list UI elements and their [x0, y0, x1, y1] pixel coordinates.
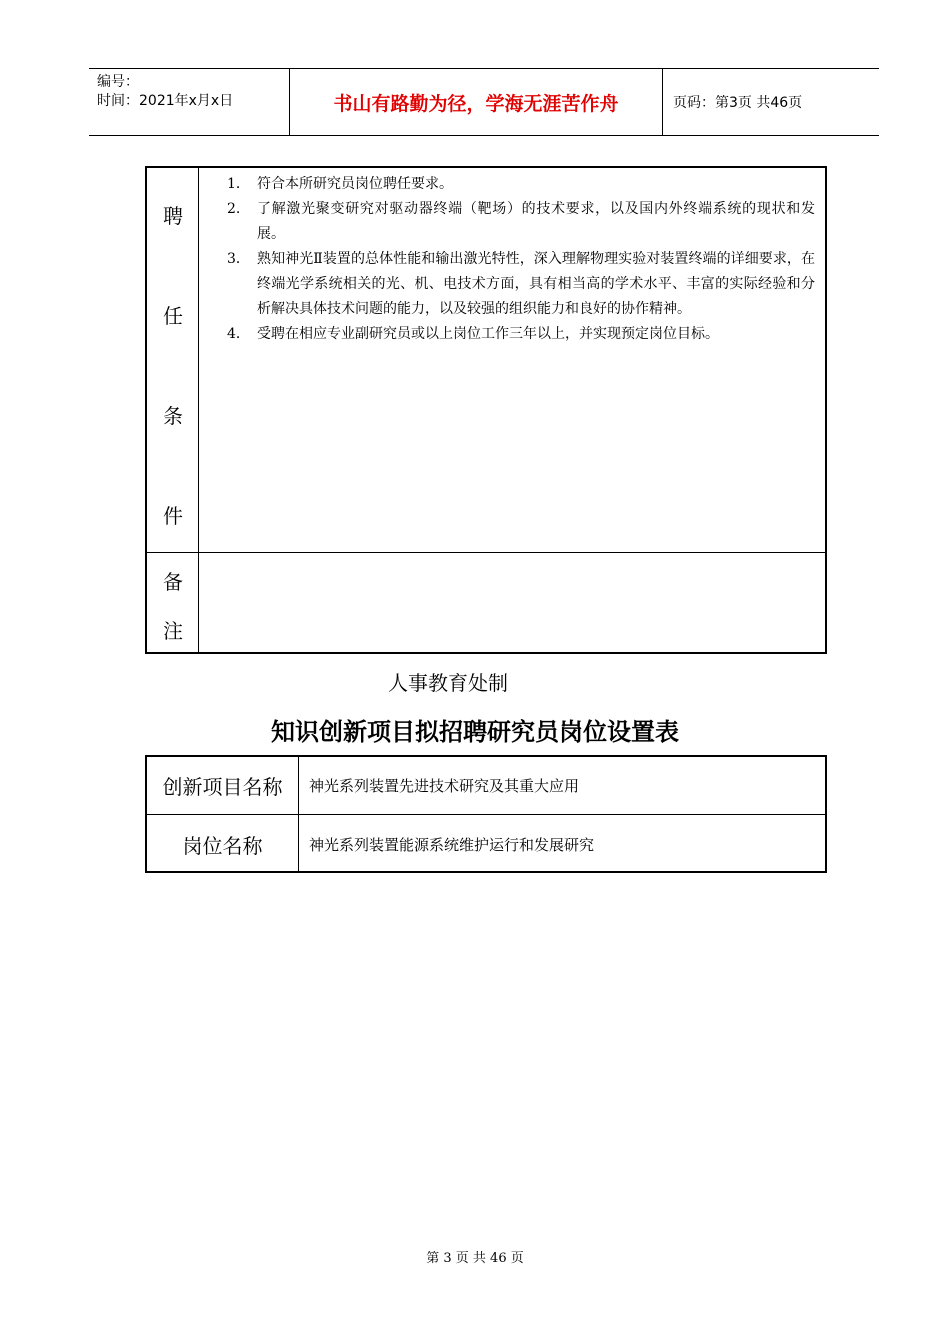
requirement-text: 熟知神光Ⅱ装置的总体性能和输出激光特性，深入理解物理实验对装置终端的详细要求，在终端光学系统相关的光、机、电技术方面，具有相当高的学术水平、丰富的实际经验和分析解决具体技术问题的能力，以及较强的组织能力和良好的协作精神。	[257, 251, 815, 317]
remarks-label-char: 备	[163, 570, 183, 594]
conditions-row	[147, 168, 825, 553]
remarks-label	[147, 553, 199, 652]
header-slogan: 书山有路勤为径，学海无涯苦作舟	[290, 69, 663, 135]
doc-number-label: 编号：	[97, 74, 139, 90]
page-header	[89, 68, 879, 136]
requirement-item	[199, 172, 815, 197]
requirement-item	[199, 197, 815, 247]
requirement-number: 4．	[227, 326, 250, 342]
requirement-number: 2.	[227, 201, 241, 217]
header-meta	[89, 69, 290, 135]
conditions-label-char: 条	[163, 404, 183, 428]
project-value: 神光系列装置先进技术研究及其重大应用	[309, 777, 580, 795]
position-label: 岗位名称	[147, 815, 299, 873]
conditions-label-char: 件	[163, 504, 183, 528]
conditions-label	[147, 168, 199, 552]
requirements-list	[199, 168, 825, 347]
department-caption: 人事教育处制	[388, 671, 508, 695]
requirement-item	[199, 247, 815, 322]
doc-time-label: 时间：2021年x月x日	[97, 93, 234, 109]
requirement-text: 符合本所研究员岗位聘任要求。	[257, 176, 453, 192]
requirement-number: 1．	[227, 176, 250, 192]
remarks-label-char: 注	[163, 619, 183, 643]
requirement-text: 受聘在相应专业副研究员或以上岗位工作三年以上，并实现预定岗位目标。	[257, 326, 719, 342]
requirements-table	[145, 166, 827, 654]
conditions-label-char: 任	[163, 304, 183, 328]
conditions-content	[199, 168, 825, 552]
conditions-label-char: 聘	[163, 204, 183, 228]
header-page-info: 页码：第3页 共46页	[673, 95, 803, 111]
project-row	[147, 757, 825, 815]
requirement-item	[199, 322, 815, 347]
remarks-value	[199, 553, 825, 652]
project-label: 创新项目名称	[147, 757, 299, 814]
position-row	[147, 815, 825, 873]
remarks-row	[147, 553, 825, 652]
position-table	[145, 755, 827, 873]
page-footer: 第 3 页 共 46 页	[426, 1251, 524, 1266]
position-value: 神光系列装置能源系统维护运行和发展研究	[309, 835, 595, 854]
requirement-number: 3．	[227, 251, 250, 267]
form-title: 知识创新项目拟招聘研究员岗位设置表	[271, 718, 679, 746]
requirement-text: 了解激光聚变研究对驱动器终端（靶场）的技术要求，以及国内外终端系统的现状和发展。	[257, 201, 815, 242]
